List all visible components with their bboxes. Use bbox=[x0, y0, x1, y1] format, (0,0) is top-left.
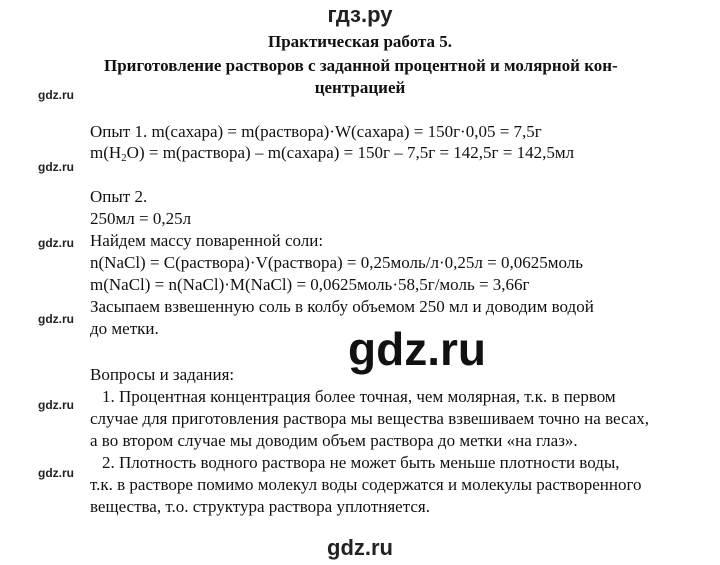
site-logo-bottom: gdz.ru bbox=[327, 535, 393, 560]
subtitle-line-1: Приготовление растворов с заданной процентной и молярной кон- bbox=[104, 56, 618, 75]
exp2-line-6: до метки. bbox=[90, 319, 159, 338]
watermark-center: gdz.ru bbox=[348, 323, 486, 375]
exp1-line-2-part-b: O) = m(раствора) – m(сахара) = 150г – 7,5г = 142,5г = 142,5мл bbox=[126, 143, 575, 162]
exp1-line-2-part-a: m(H bbox=[90, 143, 122, 162]
exp2-line-2: Найдем массу поваренной соли: bbox=[90, 231, 324, 250]
q1-line-1: 1. Процентная концентрация более точная, чем молярная, т.к. в первом bbox=[102, 387, 616, 406]
exp1-line-2-subscript: 2 bbox=[121, 152, 127, 164]
q2-line-2: т.к. в растворе помимо молекул воды содержатся и молекулы растворенного bbox=[90, 475, 642, 494]
q2-line-1: 2. Плотность водного раствора не может быть меньше плотности воды, bbox=[102, 453, 620, 472]
site-logo-top: гдз.ру bbox=[327, 2, 393, 27]
watermark-side: gdz.ru bbox=[38, 160, 74, 174]
q1-line-2: случае для приготовления раствора мы вещества взвешиваем точно на весах, bbox=[90, 409, 650, 428]
subtitle-line-2: центрацией bbox=[314, 78, 406, 97]
exp2-line-5: Засыпаем взвешенную соль в колбу объемом 250 мл и доводим водой bbox=[90, 297, 594, 316]
q1-line-3: а во втором случае мы доводим объем раствора до метки «на глаз». bbox=[90, 431, 578, 450]
exp2-title: Опыт 2. bbox=[90, 187, 148, 206]
questions-title: Вопросы и задания: bbox=[90, 365, 235, 384]
exp1-line-1: Опыт 1. m(сахара) = m(раствора)·W(сахара) = 150г·0,05 = 7,5г bbox=[90, 122, 542, 141]
watermark-side: gdz.ru bbox=[38, 88, 74, 102]
watermark-side: gdz.ru bbox=[38, 236, 74, 250]
exp2-line-3: n(NaCl) = C(раствора)·V(раствора) = 0,25моль/л·0,25л = 0,0625моль bbox=[90, 253, 583, 272]
exp2-line-4: m(NaCl) = n(NaCl)·M(NaCl) = 0,0625моль·58,5г/моль = 3,66г bbox=[90, 275, 530, 294]
watermark-side: gdz.ru bbox=[38, 466, 74, 480]
watermark-side: gdz.ru bbox=[38, 398, 74, 412]
exp2-line-1: 250мл = 0,25л bbox=[90, 209, 192, 228]
watermark-side: gdz.ru bbox=[38, 312, 74, 326]
exp1-line-2 bbox=[90, 143, 574, 163]
q2-line-3: вещества, т.о. структура раствора уплотняется. bbox=[90, 497, 430, 516]
page-title: Практическая работа 5. bbox=[267, 32, 453, 51]
